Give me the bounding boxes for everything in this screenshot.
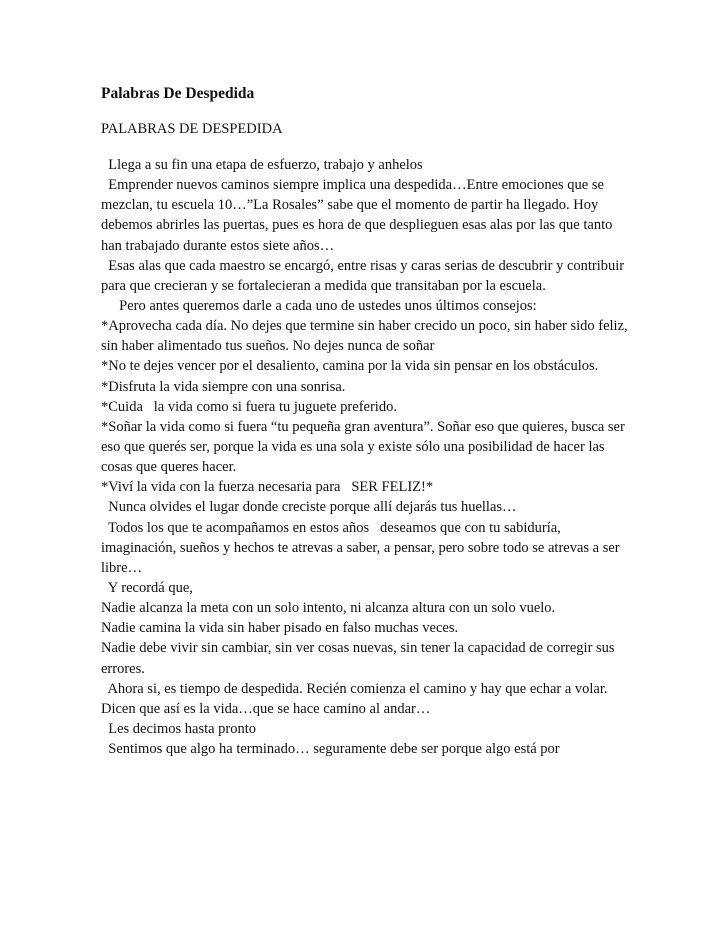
text-line: han trabajado durante estos siete años…: [101, 237, 335, 254]
document-content: [101, 84, 631, 759]
text-line: Les decimos hasta pronto: [101, 720, 257, 737]
text-line: sin haber alimentado tus sueños. No dejes nunca de soñar: [101, 338, 435, 355]
text-line: Llega a su fin una etapa de esfuerzo, trabajo y anhelos: [101, 157, 423, 173]
text-line: libre…: [101, 559, 143, 576]
text-line: Esas alas que cada maestro se encargó, entre risas y caras serias de descubrir y contribuir: [101, 257, 625, 274]
document-heading: PALABRAS DE DESPEDIDA: [101, 121, 283, 137]
text-line: *Disfruta la vida siempre con una sonrisa.: [101, 378, 346, 395]
text-line: *Cuida la vida como si fuera tu juguete preferido.: [101, 398, 397, 415]
text-line: Sentimos que algo ha terminado… seguramente debe ser porque algo está por: [101, 741, 560, 758]
text-line: Nunca olvides el lugar donde creciste porque allí dejarás tus huellas…: [101, 499, 517, 516]
text-line: *Soñar la vida como si fuera “tu pequeña gran aventura”. Soñar eso que quieres, busca ser: [101, 418, 625, 435]
text-line: Ahora si, es tiempo de despedida. Recién comienza el camino y hay que echar a volar.: [101, 680, 608, 697]
text-line: Nadie debe vivir sin cambiar, sin ver cosas nuevas, sin tener la capacidad de corregir sus: [101, 640, 615, 657]
text-line: para que crecieran y se fortalecieran a medida que transitaban por la escuela.: [101, 277, 546, 294]
text-line: errores.: [101, 660, 145, 677]
text-line: Y recordá que,: [101, 579, 193, 596]
text-line: imaginación, sueños y hechos te atrevas a saber, a pensar, pero sobre todo se atrevas a ser: [101, 539, 620, 556]
text-line: Dicen que así es la vida…que se hace camino al andar…: [101, 700, 431, 717]
text-line: mezclan, tu escuela 10…”La Rosales” sabe que el momento de partir ha llegado. Hoy: [101, 197, 599, 214]
text-line: Nadie camina la vida sin haber pisado en falso muchas veces.: [101, 620, 459, 637]
text-line: Pero antes queremos darle a cada uno de ustedes unos últimos consejos:: [101, 297, 537, 314]
text-line: eso que querés ser, porque la vida es una sola y existe sólo una posibilidad de hacer las: [101, 438, 605, 455]
text-line: Nadie alcanza la meta con un solo intento, ni alcanza altura con un solo vuelo.: [101, 600, 556, 617]
text-line: Todos los que te acompañamos en estos años deseamos que con tu sabiduría,: [101, 519, 561, 536]
text-line: *Aprovecha cada día. No dejes que termine sin haber crecido un poco, sin haber sido feliz,: [101, 318, 628, 335]
text-line: *No te dejes vencer por el desaliento, camina por la vida sin pensar en los obstáculos.: [101, 358, 599, 375]
text-line: debemos abrirles las puertas, pues es hora de que desplieguen esas alas por las que tanto: [101, 217, 613, 234]
document-title: Palabras De Despedida: [101, 85, 255, 102]
text-line: cosas que queres hacer.: [101, 459, 237, 476]
text-line: Emprender nuevos caminos siempre implica una despedida…Entre emociones que se: [101, 177, 604, 194]
text-line: *Viví la vida con la fuerza necesaria para SER FELIZ!*: [101, 479, 434, 496]
document-body: [101, 155, 631, 759]
